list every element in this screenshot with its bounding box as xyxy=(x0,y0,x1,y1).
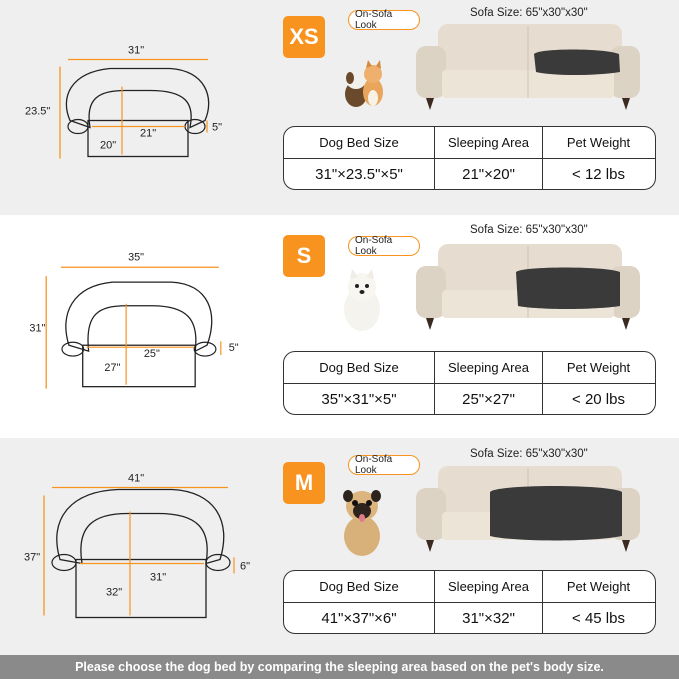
size-badge-xs: XS xyxy=(283,16,325,58)
value-pet-weight: < 12 lbs xyxy=(542,159,654,190)
on-sofa-label: On-Sofa Look xyxy=(348,10,420,30)
pug-icon xyxy=(336,484,388,560)
header-pet-weight: Pet Weight xyxy=(542,127,654,158)
header-bed-size: Dog Bed Size xyxy=(319,135,399,150)
dim-depth: 23.5" xyxy=(25,105,51,118)
dim-inner-depth: 27" xyxy=(104,361,121,374)
header-bed-size: Dog Bed Size xyxy=(319,360,399,375)
dim-inner-width: 21" xyxy=(140,127,157,140)
header-sleeping-area: Sleeping Area xyxy=(434,127,542,158)
value-bed-size: 35"×31"×5" xyxy=(321,391,397,408)
size-table-m xyxy=(283,570,656,634)
header-sleeping-area: Sleeping Area xyxy=(434,352,542,383)
size-badge-m: M xyxy=(283,462,325,504)
dim-height: 6" xyxy=(240,560,251,573)
sofa-with-bed-s xyxy=(414,240,642,340)
sofa-size-label: Sofa Size: 65"x30"x30" xyxy=(470,448,588,460)
header-pet-weight: Pet Weight xyxy=(542,571,654,602)
sofa-size-label: Sofa Size: 65"x30"x30" xyxy=(470,7,588,19)
header-pet-weight: Pet Weight xyxy=(542,352,654,383)
value-bed-size: 41"×37"×6" xyxy=(321,610,397,627)
puppy-and-kitten-icon xyxy=(340,58,392,114)
dim-inner-depth: 32" xyxy=(106,586,123,599)
pomeranian-icon xyxy=(340,269,384,335)
section-s xyxy=(0,215,679,438)
bed-diagram-xs xyxy=(0,0,270,220)
section-xs xyxy=(0,0,679,215)
sofa-with-bed-m xyxy=(414,462,642,562)
table-header-row xyxy=(284,127,655,158)
header-bed-size: Dog Bed Size xyxy=(319,579,399,594)
sofa-size-label: Sofa Size: 65"x30"x30" xyxy=(470,224,588,236)
dim-width: 35" xyxy=(128,251,145,264)
dim-width: 31" xyxy=(128,44,145,57)
size-table-s xyxy=(283,351,656,415)
on-sofa-label: On-Sofa Look xyxy=(348,236,420,256)
value-sleeping-area: 21"×20" xyxy=(434,159,542,190)
on-sofa-label: On-Sofa Look xyxy=(348,455,420,475)
dim-inner-depth: 20" xyxy=(100,139,117,152)
dim-depth: 37" xyxy=(24,551,41,564)
section-m xyxy=(0,438,679,655)
sofa-with-bed-xs xyxy=(414,20,642,120)
size-badge-s: S xyxy=(283,235,325,277)
header-sleeping-area: Sleeping Area xyxy=(434,571,542,602)
table-header-row xyxy=(284,571,655,602)
dim-height: 5" xyxy=(212,121,223,134)
table-row xyxy=(284,383,655,415)
bed-diagram-m xyxy=(0,438,270,658)
dim-depth: 31" xyxy=(29,322,46,335)
dim-inner-width: 25" xyxy=(143,348,160,361)
bed-diagram-s xyxy=(0,215,270,435)
table-row xyxy=(284,602,655,634)
size-table-xs xyxy=(283,126,656,190)
value-bed-size: 31"×23.5"×5" xyxy=(315,166,403,183)
table-header-row xyxy=(284,352,655,383)
dim-width: 41" xyxy=(128,472,145,485)
value-sleeping-area: 31"×32" xyxy=(434,603,542,634)
dim-inner-width: 31" xyxy=(150,571,167,584)
value-pet-weight: < 20 lbs xyxy=(542,384,654,415)
dim-height: 5" xyxy=(228,342,239,355)
table-row xyxy=(284,158,655,190)
value-pet-weight: < 45 lbs xyxy=(542,603,654,634)
value-sleeping-area: 25"×27" xyxy=(434,384,542,415)
footer-note: Please choose the dog bed by comparing the sleeping area based on the pet's body size. xyxy=(0,655,679,679)
